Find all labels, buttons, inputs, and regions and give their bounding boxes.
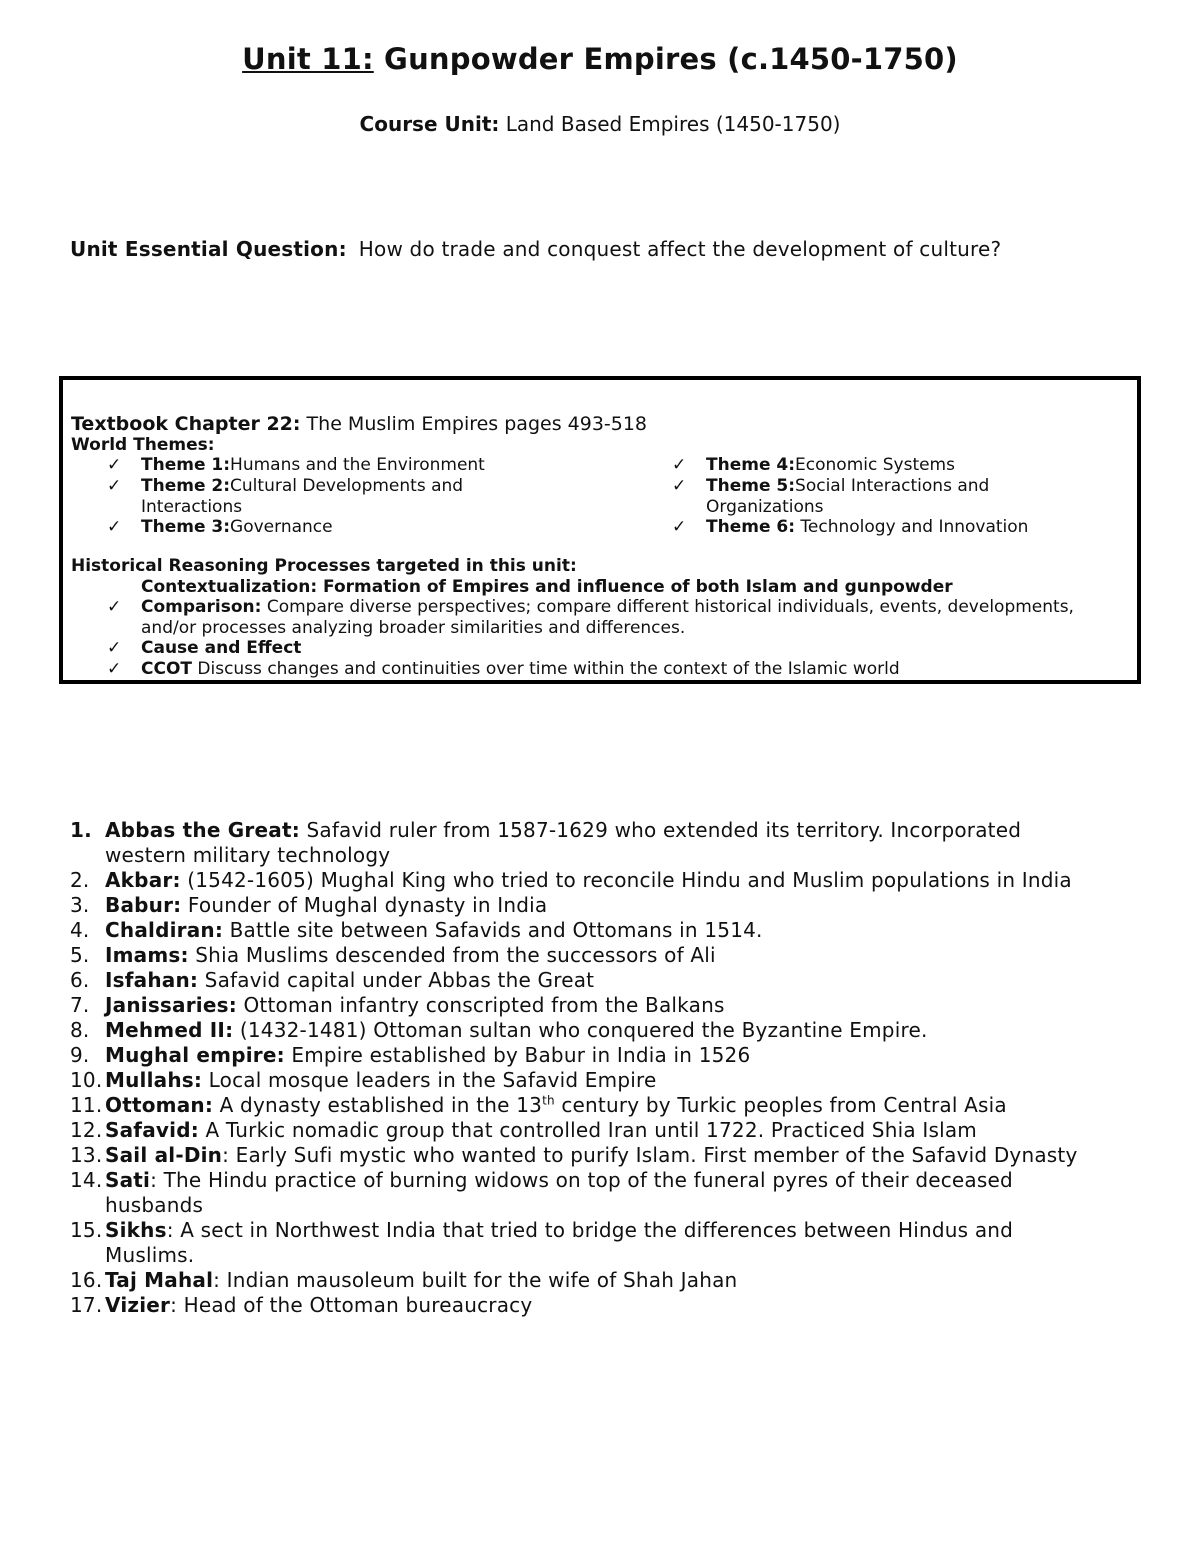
term: Safavid: — [105, 1118, 199, 1142]
definition: : Head of the Ottoman bureaucracy — [170, 1293, 533, 1317]
check-icon: ✓ — [107, 597, 122, 617]
theme-text: Governance — [230, 517, 333, 537]
theme-item — [71, 517, 501, 538]
unit-title: Gunpowder Empires (c.1450-1750) — [373, 42, 958, 76]
check-icon: ✓ — [672, 517, 687, 537]
check-icon: ✓ — [672, 455, 687, 475]
item-number: 9. — [70, 1043, 90, 1067]
term: Akbar: — [105, 868, 181, 892]
definition: (1432-1481) Ottoman sultan who conquered the Byzantine Empire. — [233, 1018, 928, 1042]
list-item — [70, 893, 1100, 918]
theme-text: Cultural Developments and Interactions — [141, 476, 464, 517]
check-icon: ✓ — [107, 455, 122, 475]
definition: Founder of Mughal dynasty in India — [181, 893, 548, 917]
unit-overview-box — [59, 376, 1141, 684]
theme-label: Theme 6: — [706, 517, 796, 537]
theme-item — [636, 517, 1126, 538]
theme-text: Humans and the Environment — [230, 455, 485, 475]
essential-question-text: How do trade and conquest affect the development of culture? — [358, 237, 1002, 261]
theme-text: Technology and Innovation — [795, 517, 1029, 537]
term: Imams: — [105, 943, 189, 967]
definition-continued: century by Turkic peoples from Central Asia — [554, 1093, 1007, 1117]
definition: Battle site between Safavids and Ottomans in 1514. — [223, 918, 763, 942]
essential-question — [70, 237, 1001, 261]
reasoning-item — [71, 597, 1127, 638]
reasoning-processes-heading: Historical Reasoning Processes targeted in this unit: — [71, 556, 577, 576]
world-themes-list — [71, 455, 1127, 539]
list-item — [70, 818, 1100, 868]
theme-item — [71, 455, 501, 476]
list-item — [70, 1018, 1100, 1043]
item-number: 8. — [70, 1018, 90, 1042]
textbook-chapter — [71, 414, 1127, 435]
list-item — [70, 918, 1100, 943]
definition: Empire established by Babur in India in 1526 — [284, 1043, 751, 1067]
check-icon: ✓ — [107, 476, 122, 496]
term: Mughal empire: — [105, 1043, 285, 1067]
item-number: 2. — [70, 868, 90, 892]
list-item — [70, 1268, 1100, 1293]
reasoning-label: Contextualization: Formation of Empires and influence of both Islam and gunpowder — [141, 576, 953, 597]
definition: : Early Sufi mystic who wanted to purify Islam. First member of the Safavid Dynasty — [222, 1143, 1078, 1167]
list-item — [70, 1043, 1100, 1068]
definition: (1542-1605) Mughal King who tried to reconcile Hindu and Muslim populations in India — [180, 868, 1072, 892]
item-number: 5. — [70, 943, 90, 967]
check-icon: ✓ — [107, 658, 122, 679]
item-number: 6. — [70, 968, 90, 992]
list-item — [70, 868, 1100, 893]
definition: Local mosque leaders in the Safavid Empire — [202, 1068, 657, 1092]
textbook-chapter-value: The Muslim Empires pages 493-518 — [300, 413, 648, 435]
theme-item — [636, 476, 1066, 517]
theme-text: Social Interactions and Organizations — [706, 476, 990, 517]
item-number: 17. — [70, 1293, 103, 1317]
list-item — [70, 943, 1100, 968]
theme-label: Theme 4: — [706, 455, 796, 475]
check-icon: ✓ — [672, 476, 687, 496]
reasoning-text: Discuss changes and continuities over time within the context of the Islamic world — [192, 658, 900, 679]
item-number: 12. — [70, 1118, 103, 1142]
item-number: 15. — [70, 1218, 103, 1242]
definition: Safavid capital under Abbas the Great — [198, 968, 595, 992]
reasoning-label: Cause and Effect — [141, 638, 302, 658]
term: Abbas the Great: — [105, 818, 300, 842]
vocabulary-list — [70, 818, 1100, 1318]
list-item — [70, 1218, 1100, 1268]
theme-text: Economic Systems — [795, 455, 955, 475]
reasoning-item — [71, 638, 1127, 659]
ordinal-suffix: th — [542, 1093, 555, 1108]
item-number: 14. — [70, 1168, 103, 1192]
item-number: 10. — [70, 1068, 103, 1092]
definition: Shia Muslims descended from the successors of Ali — [188, 943, 716, 967]
term: Sikhs — [105, 1218, 167, 1242]
course-unit-label: Course Unit: — [359, 112, 500, 136]
theme-item — [636, 455, 1066, 476]
theme-label: Theme 3: — [141, 517, 231, 537]
theme-label: Theme 2: — [141, 476, 231, 496]
term: Chaldiran: — [105, 918, 224, 942]
item-number: 7. — [70, 993, 90, 1017]
reasoning-text: Compare diverse perspectives; compare different historical individuals, events, developments, and/or processes analyzing broader similarities and differences. — [141, 597, 1074, 638]
term: Mehmed II: — [105, 1018, 234, 1042]
page-title — [0, 42, 1200, 76]
definition: : Indian mausoleum built for the wife of Shah Jahan — [213, 1268, 738, 1292]
reasoning-label: Comparison: — [141, 597, 262, 617]
term: Isfahan: — [105, 968, 199, 992]
theme-label: Theme 5: — [706, 476, 796, 496]
term: Janissaries: — [105, 993, 237, 1017]
definition: : The Hindu practice of burning widows on top of the funeral pyres of their deceased husbands — [105, 1168, 1013, 1217]
list-item — [70, 993, 1100, 1018]
unit-number: Unit 11: — [242, 42, 374, 76]
list-item — [70, 1093, 1100, 1118]
course-unit — [0, 112, 1200, 136]
term: Mullahs: — [105, 1068, 203, 1092]
item-number: 4. — [70, 918, 90, 942]
definition: : A sect in Northwest India that tried to bridge the differences between Hindus and Muslims. — [105, 1218, 1014, 1267]
item-number: 16. — [70, 1268, 103, 1292]
term: Taj Mahal — [105, 1268, 214, 1292]
item-number: 1. — [70, 818, 92, 842]
essential-question-label: Unit Essential Question: — [70, 237, 347, 261]
item-number: 11. — [70, 1093, 103, 1117]
term: Babur: — [105, 893, 182, 917]
theme-item — [71, 476, 501, 517]
term: Ottoman: — [105, 1093, 214, 1117]
textbook-chapter-label: Textbook Chapter 22: — [71, 413, 301, 435]
world-themes-heading: World Themes: — [71, 434, 215, 455]
definition: Ottoman infantry conscripted from the Balkans — [236, 993, 725, 1017]
reasoning-item — [71, 577, 1127, 598]
list-item — [70, 1143, 1100, 1168]
reasoning-item — [71, 659, 1127, 680]
list-item — [70, 1068, 1100, 1093]
term: Sati — [105, 1168, 151, 1192]
check-icon: ✓ — [107, 638, 122, 658]
reasoning-label: CCOT — [141, 658, 192, 679]
item-number: 3. — [70, 893, 90, 917]
check-icon: ✓ — [107, 517, 122, 537]
term: Vizier — [105, 1293, 171, 1317]
definition: Safavid ruler from 1587-1629 who extended its territory. Incorporated western military technology — [105, 818, 1022, 867]
term: Sail al-Din — [105, 1143, 223, 1167]
list-item — [70, 1293, 1100, 1318]
list-item — [70, 1168, 1100, 1218]
list-item — [70, 1118, 1100, 1143]
item-number: 13. — [70, 1143, 103, 1167]
theme-label: Theme 1: — [141, 455, 231, 475]
list-item — [70, 968, 1100, 993]
definition: A Turkic nomadic group that controlled Iran until 1722. Practiced Shia Islam — [198, 1118, 977, 1142]
course-unit-value: Land Based Empires (1450-1750) — [499, 112, 841, 136]
definition: A dynasty established in the 13 — [213, 1093, 543, 1117]
